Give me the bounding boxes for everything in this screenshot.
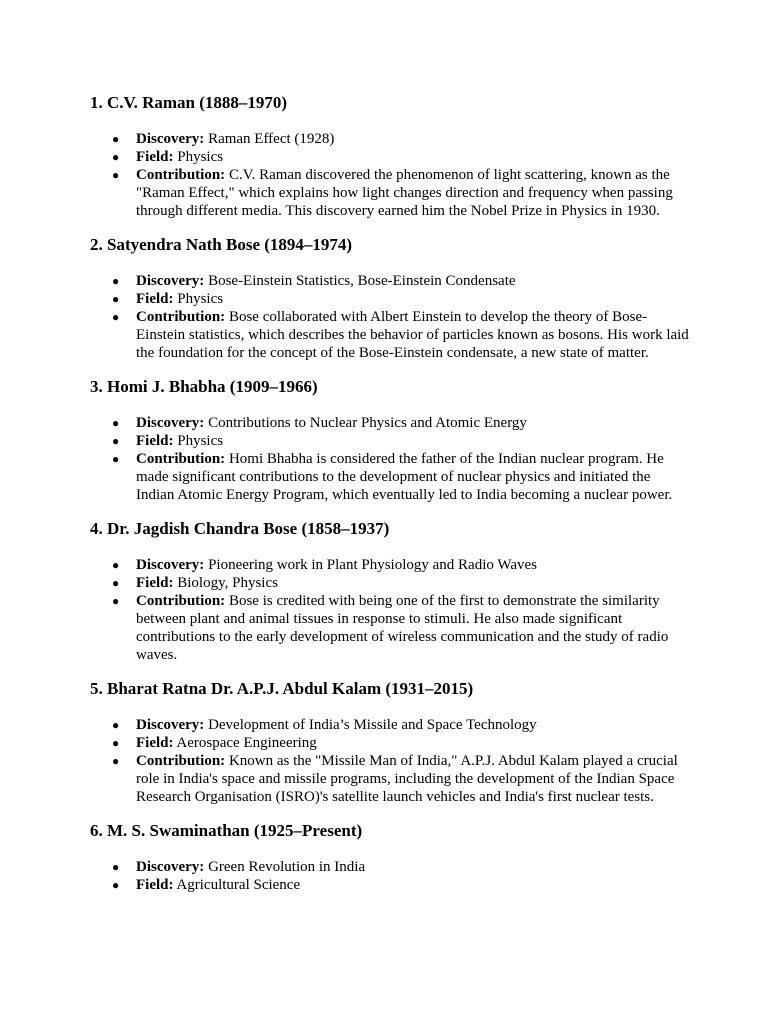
item-label: Field: — [136, 149, 174, 165]
item-text: Green Revolution in India — [204, 859, 366, 875]
bullet-icon: ● — [112, 132, 120, 146]
item-list — [90, 556, 690, 664]
item-text: Physics — [173, 149, 224, 165]
document-page — [90, 92, 690, 908]
list-item — [90, 716, 690, 734]
item-label: Contribution: — [136, 451, 226, 467]
bullet-icon: ● — [112, 576, 120, 590]
item-list — [90, 414, 690, 504]
list-item — [90, 414, 690, 432]
list-item — [90, 148, 690, 166]
item-text: Contributions to Nuclear Physics and Atomic Energy — [204, 415, 527, 431]
item-text: Development of India’s Missile and Space Technology — [204, 717, 537, 733]
item-label: Discovery: — [136, 415, 205, 431]
item-label: Field: — [136, 291, 174, 307]
list-item — [90, 734, 690, 752]
section-title: 1. C.V. Raman (1888–1970) — [90, 93, 288, 112]
bullet-icon: ● — [112, 168, 120, 182]
item-text: Known as the "Missile Man of India," A.P.J. Abdul Kalam played a crucial role in India's space and missile programs, including the development of the Indian Space Research Organisation (ISRO)'s satellite launch vehicles and India's first nuclear tests. — [136, 753, 678, 805]
section-title: 5. Bharat Ratna Dr. A.P.J. Abdul Kalam (1931–2015) — [90, 679, 474, 698]
section-title: 6. M. S. Swaminathan (1925–Present) — [90, 821, 363, 840]
item-text: C.V. Raman discovered the phenomenon of light scattering, known as the "Raman Effect," which explains how light changes direction and frequency when passing through different media. This discovery earned him the Nobel Prize in Physics in 1930. — [136, 167, 673, 219]
list-item — [90, 450, 690, 504]
item-label: Discovery: — [136, 273, 205, 289]
section-jagdish-chandra-bose — [90, 518, 690, 664]
bullet-icon: ● — [112, 754, 120, 768]
item-label: Discovery: — [136, 859, 205, 875]
item-label: Field: — [136, 433, 174, 449]
list-item — [90, 858, 690, 876]
list-item — [90, 592, 690, 664]
section-cv-raman — [90, 92, 690, 220]
bullet-icon: ● — [112, 292, 120, 306]
bullet-icon: ● — [112, 860, 120, 874]
item-list — [90, 272, 690, 362]
item-text: Agricultural Science — [173, 877, 301, 893]
item-list — [90, 130, 690, 220]
item-text: Raman Effect (1928) — [204, 131, 335, 147]
item-text: Pioneering work in Plant Physiology and Radio Waves — [204, 557, 537, 573]
list-item — [90, 556, 690, 574]
item-list — [90, 716, 690, 806]
item-text: Physics — [173, 291, 224, 307]
bullet-icon: ● — [112, 736, 120, 750]
section-ms-swaminathan — [90, 820, 690, 894]
item-label: Contribution: — [136, 753, 226, 769]
bullet-icon: ● — [112, 274, 120, 288]
item-text: Homi Bhabha is considered the father of the Indian nuclear program. He made significant contributions to the development of nuclear physics and initiated the Indian Atomic Energy Program, which eventually led to India becoming a nuclear power. — [136, 451, 673, 503]
section-title: 4. Dr. Jagdish Chandra Bose (1858–1937) — [90, 519, 390, 538]
list-item — [90, 272, 690, 290]
item-text: Physics — [173, 433, 224, 449]
list-item — [90, 876, 690, 894]
section-apj-abdul-kalam — [90, 678, 690, 806]
bullet-icon: ● — [112, 878, 120, 892]
list-item — [90, 752, 690, 806]
item-text: Bose-Einstein Statistics, Bose-Einstein Condensate — [204, 273, 516, 289]
bullet-icon: ● — [112, 434, 120, 448]
item-label: Field: — [136, 575, 174, 591]
list-item — [90, 308, 690, 362]
item-text: Aerospace Engineering — [173, 735, 317, 751]
item-label: Field: — [136, 735, 174, 751]
item-label: Discovery: — [136, 131, 205, 147]
item-list — [90, 858, 690, 894]
bullet-icon: ● — [112, 452, 120, 466]
item-label: Contribution: — [136, 167, 226, 183]
list-item — [90, 574, 690, 592]
bullet-icon: ● — [112, 150, 120, 164]
list-item — [90, 130, 690, 148]
item-text: Biology, Physics — [173, 575, 278, 591]
item-label: Discovery: — [136, 717, 205, 733]
item-text: Bose is credited with being one of the first to demonstrate the similarity between plant and animal tissues in response to stimuli. He also made significant contributions to the early development of wireless communication and the study of radio waves. — [136, 593, 669, 663]
bullet-icon: ● — [112, 718, 120, 732]
list-item — [90, 432, 690, 450]
item-label: Contribution: — [136, 309, 226, 325]
bullet-icon: ● — [112, 310, 120, 324]
section-homi-bhabha — [90, 376, 690, 504]
section-satyendra-nath-bose — [90, 234, 690, 362]
item-text: Bose collaborated with Albert Einstein to develop the theory of Bose-Einstein statistics, which describes the behavior of particles known as bosons. His work laid the foundation for the concept of the Bose-Einstein condensate, a new state of matter. — [136, 309, 689, 361]
bullet-icon: ● — [112, 416, 120, 430]
bullet-icon: ● — [112, 558, 120, 572]
list-item — [90, 166, 690, 220]
list-item — [90, 290, 690, 308]
bullet-icon: ● — [112, 594, 120, 608]
section-title: 3. Homi J. Bhabha (1909–1966) — [90, 377, 318, 396]
item-label: Discovery: — [136, 557, 205, 573]
item-label: Contribution: — [136, 593, 226, 609]
section-title: 2. Satyendra Nath Bose (1894–1974) — [90, 235, 353, 254]
item-label: Field: — [136, 877, 174, 893]
